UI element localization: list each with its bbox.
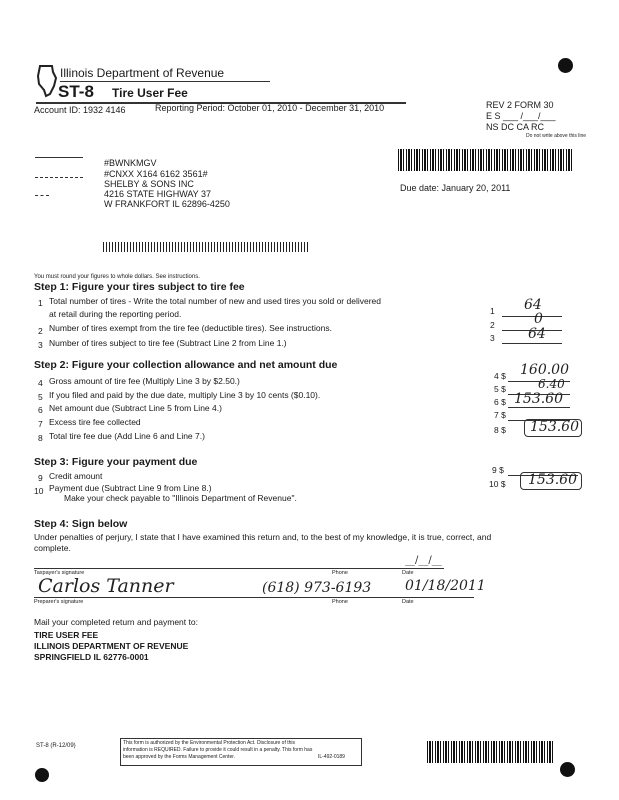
due-date: Due date: January 20, 2011 — [400, 183, 511, 193]
footer-barcode — [427, 741, 553, 763]
line-5-text: If you filed and paid by the due date, multiply Line 3 by 10 cents ($0.10). — [49, 390, 321, 400]
address-line-1: #BWNKMGV — [104, 158, 157, 168]
preparer-phone[interactable]: (618) 973-6193 — [262, 580, 372, 596]
line-7-text: Excess tire fee collected — [49, 417, 141, 427]
line-3-text: Number of tires subject to tire fee (Subtract Line 2 from Line 1.) — [49, 338, 287, 348]
line-3-num: 3 — [38, 340, 43, 350]
line-10-text: Payment due (Subtract Line 9 from Line 8.) — [49, 483, 212, 493]
form-title: Tire User Fee — [112, 86, 188, 100]
rounding-note: You must round your figures to whole dollars. See instructions. — [34, 274, 200, 280]
rev-form-line: REV 2 FORM 30 — [486, 100, 554, 110]
line-8-box-label: 8 $ — [494, 425, 506, 435]
preparer-signature-label: Preparer's signature — [34, 599, 84, 605]
line-2-num: 2 — [38, 326, 43, 336]
line-10-value[interactable]: 153.60 — [528, 472, 577, 488]
mailing-line-1: TIRE USER FEE — [34, 630, 99, 640]
line-5-num: 5 — [38, 392, 43, 402]
line-4-text: Gross amount of tire fee (Multiply Line 3 by $2.50.) — [49, 376, 240, 386]
address-line-2: #CNXX X164 6162 3561# — [104, 169, 208, 179]
disclosure-code: IL-492-0189 — [318, 754, 345, 760]
perjury-statement: Under penalties of perjury, I state that I have examined this return and, to the best of my knowledge, it is true, correct, and — [34, 532, 492, 542]
address-line-5: W FRANKFORT IL 62896-4250 — [104, 199, 230, 209]
line-2-text: Number of tires exempt from the tire fee (deductible tires). See instructions. — [49, 323, 332, 333]
line-9-num: 9 — [38, 473, 43, 483]
line-1-text: Total number of tires - Write the total number of new and used tires you sold or delivered — [49, 296, 381, 306]
line-5-value[interactable]: 6.40 — [538, 377, 565, 391]
line-1-num: 1 — [38, 298, 43, 308]
line-9-box-label: 9 $ — [492, 465, 504, 475]
step2-title: Step 2: Figure your collection allowance and net amount due — [34, 359, 338, 371]
phone-label-2: Phone — [332, 599, 348, 605]
line-6-num: 6 — [38, 405, 43, 415]
line-3-value[interactable]: 64 — [528, 326, 546, 342]
preparer-signature[interactable]: Carlos Tanner — [38, 575, 174, 597]
mailing-intro: Mail your completed return and payment to: — [34, 617, 198, 627]
line-5-box-label: 5 $ — [494, 384, 506, 394]
line-3-box-label: 3 — [490, 333, 495, 343]
line-9-text: Credit amount — [49, 471, 103, 481]
disclosure-line-2: information is REQUIRED. Failure to provide it could result in a penalty. This form has — [123, 747, 313, 753]
date-blank: __/__/__ — [405, 555, 442, 566]
step3-title: Step 3: Figure your payment due — [34, 456, 198, 468]
mailing-line-3: SPRINGFIELD IL 62776-0001 — [34, 652, 149, 662]
form-code: ST-8 — [58, 82, 94, 101]
es-line: E S ___ /___/___ — [486, 111, 556, 121]
line-2-box-label: 2 — [490, 320, 495, 330]
date-label: Date — [402, 570, 414, 576]
disclosure-line-1: This form is authorized by the Environmental Protection Act. Disclosure of this — [123, 740, 296, 746]
line-2-value[interactable]: 0 — [534, 311, 543, 327]
line-6-value[interactable]: 153.60 — [514, 391, 563, 407]
line-10-num: 10 — [34, 486, 44, 496]
line-4-box-label: 4 $ — [494, 371, 506, 381]
registration-dot-bottom-left — [35, 768, 49, 782]
registration-dot-top-right — [558, 58, 573, 73]
mailing-line-2: ILLINOIS DEPARTMENT OF REVENUE — [34, 641, 189, 651]
taxpayer-signature-label: Taxpayer's signature — [34, 570, 85, 576]
disclosure-line-3: been approved by the Forms Management Center. — [123, 754, 236, 760]
address-line-4: 4216 STATE HIGHWAY 37 — [104, 189, 212, 199]
line-7-num: 7 — [38, 419, 43, 429]
line-6-text: Net amount due (Subtract Line 5 from Line 4.) — [49, 403, 222, 413]
phone-label: Phone — [332, 570, 348, 576]
form-revision: ST-8 (R-12/09) — [36, 743, 76, 749]
reporting-period: Reporting Period: October 01, 2010 - December 31, 2010 — [155, 103, 385, 113]
account-id: Account ID: 1932 4146 — [34, 105, 126, 115]
preparer-date[interactable]: 01/18/2011 — [405, 578, 486, 594]
line-8-num: 8 — [38, 433, 43, 443]
registration-dot-bottom-right — [560, 762, 575, 777]
line-6-box-label: 6 $ — [494, 397, 506, 407]
step1-title: Step 1: Figure your tires subject to tire fee — [34, 281, 245, 293]
ns-line: NS DC CA RC — [486, 122, 545, 132]
line-1-text-cont: at retail during the reporting period. — [49, 309, 182, 319]
line-10-box-label: 10 $ — [489, 479, 506, 489]
line-1-box-label: 1 — [490, 306, 495, 316]
do-not-write-note: Do not write above this line — [526, 133, 587, 139]
perjury-statement-cont: complete. — [34, 543, 71, 553]
date-label-2: Date — [402, 599, 414, 605]
agency-name: Illinois Department of Revenue — [60, 66, 225, 80]
line-7-box-label: 7 $ — [494, 410, 506, 420]
line-10-text-cont: Make your check payable to "Illinois Department of Revenue". — [64, 493, 297, 503]
line-4-num: 4 — [38, 378, 43, 388]
address-line-3: SHELBY & SONS INC — [104, 179, 194, 189]
line-1-value[interactable]: 64 — [524, 297, 542, 313]
step4-title: Step 4: Sign below — [34, 518, 128, 530]
postal-barcode — [103, 242, 308, 252]
line-4-value[interactable]: 160.00 — [520, 362, 569, 378]
line-8-text: Total tire fee due (Add Line 6 and Line 7.) — [49, 431, 205, 441]
line-8-value[interactable]: 153.60 — [530, 419, 579, 435]
illinois-state-outline-icon — [36, 64, 58, 98]
document-barcode — [398, 149, 572, 171]
